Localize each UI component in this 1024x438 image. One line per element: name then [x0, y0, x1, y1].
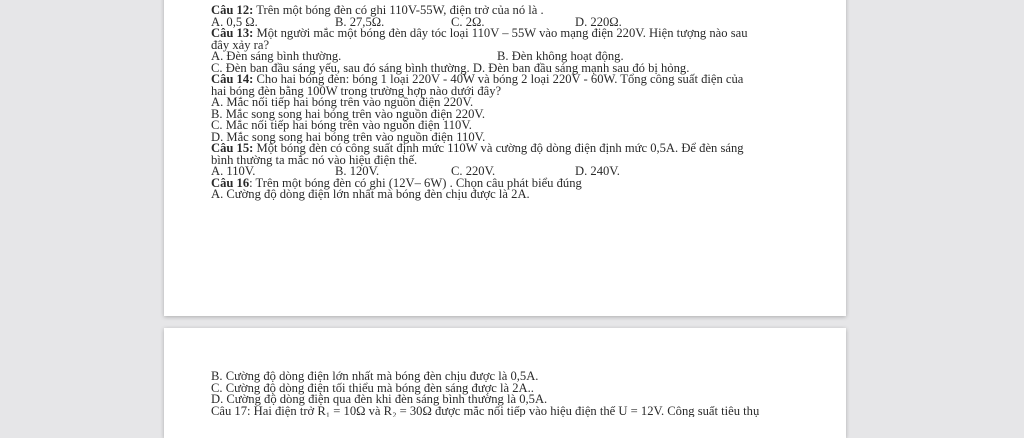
- question-15-text-line1: Một bóng đèn có công suất định mức 110W và cường độ dòng điện định mức 0,5A. Để đèn sáng: [253, 141, 744, 155]
- question-12-text: Trên một bóng đèn có ghi 110V-55W, điện trở của nó là .: [253, 3, 544, 17]
- question-15-option-c: C. 220V.: [451, 164, 496, 178]
- question-15-option-d: D. 240V.: [575, 164, 620, 178]
- question-13-option-d: D. Đèn ban đầu sáng mạnh sau đó bị hỏng.: [472, 60, 690, 75]
- question-16-label: Câu 16: [211, 175, 250, 190]
- document-page-1: [164, 0, 846, 316]
- question-12-option-c: C. 2Ω.: [451, 14, 485, 29]
- question-15-label: Câu 15:: [211, 141, 254, 155]
- question-14-option-a: A. Mắc nối tiếp hai bóng trên vào nguồn điện 220V.: [211, 95, 474, 109]
- question-16-text: : Trên một bóng đèn có ghi (12V– 6W) . Chọn câu phát biểu đúng: [249, 175, 582, 190]
- question-15-option-a: A. 110V.: [211, 164, 256, 178]
- question-16-option-d: D. Cường độ dòng điện qua đèn khi đèn sáng bình thường là 0,5A.: [211, 392, 548, 406]
- question-12-option-b: B. 27,5Ω.: [335, 14, 385, 29]
- question-13-text-line2: đây xảy ra?: [211, 37, 270, 52]
- question-15-text-line2: bình thường ta mắc nó vào hiệu điện thế.: [211, 152, 418, 167]
- question-14-text-line2: hai bóng đèn bằng 100W trong trường hợp nào dưới đây?: [211, 83, 502, 98]
- question-17-partial: Câu 17: Hai điện trở R₁ = 10Ω và R₂ = 30Ω được mắc nối tiếp vào hiệu điện thế U = 12V. Công suất tiêu thụ: [211, 405, 760, 417]
- question-13-text-line1: Một người mắc một bóng đèn dây tóc loại 110V – 55W vào mạng điện 220V. Hiện tượng nào sau: [253, 26, 748, 40]
- question-16-option-b: B. Cường độ dòng điện lớn nhất mà bóng đèn chịu được là 0,5A.: [211, 369, 539, 383]
- question-14-option-c: C. Mắc nối tiếp hai bóng trên vào nguồn điện 110V.: [211, 118, 472, 132]
- question-13: [211, 28, 826, 40]
- question-16-option-c: C. Cường độ dòng điện tối thiểu mà bóng đèn sáng được là 2A..: [211, 380, 534, 395]
- question-14-option-d: D. Mắc song song hai bóng trên vào nguồn điện 110V.: [211, 129, 486, 144]
- question-13-option-c: C. Đèn ban đầu sáng yếu, sau đó sáng bình thường.: [211, 60, 470, 75]
- question-14-option-b: B. Mắc song song hai bóng trên vào nguồn điện 220V.: [211, 106, 486, 121]
- question-12: [211, 5, 826, 17]
- question-15-option-b: B. 120V.: [335, 164, 380, 178]
- page-2-content: [211, 371, 826, 417]
- question-14-text-line1: Cho hai bóng đèn: bóng 1 loại 220V - 40W và bóng 2 loại 220V - 60W. Tổng công suất điện của: [253, 72, 744, 86]
- question-12-label: Câu 12:: [211, 3, 254, 17]
- page-1-content: [211, 5, 826, 201]
- question-12-option-a: A. 0,5 Ω.: [211, 14, 258, 29]
- question-12-option-d: D. 220Ω.: [575, 14, 622, 29]
- question-13-label: Câu 13:: [211, 26, 254, 40]
- question-14-label: Câu 14:: [211, 72, 254, 86]
- question-13-option-a: A. Đèn sáng bình thường.: [211, 49, 342, 63]
- document-page-2: [164, 328, 846, 438]
- question-13-option-b: B. Đèn không hoạt động.: [497, 49, 624, 63]
- question-16-option-a: A. Cường độ dòng điện lớn nhất mà bóng đèn chịu được là 2A.: [211, 187, 530, 201]
